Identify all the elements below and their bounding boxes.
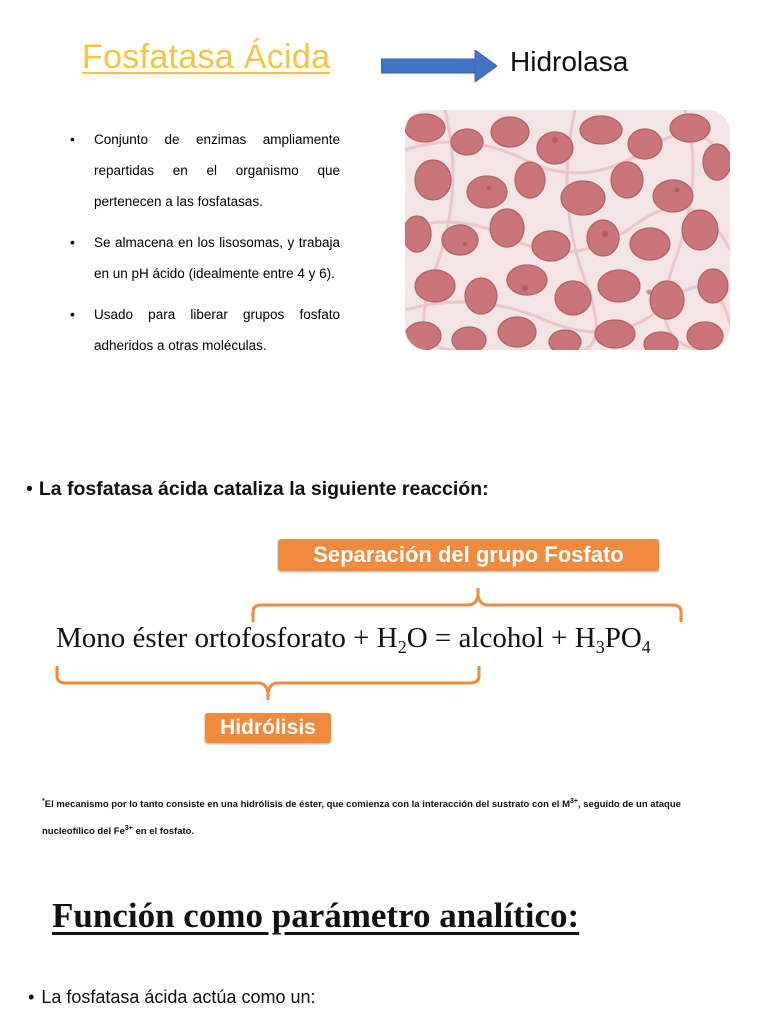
slide-title: Fosfatasa Ácida — [82, 38, 331, 76]
section-heading: Función como parámetro analítico: — [52, 896, 580, 935]
list-item — [70, 299, 340, 361]
phosphate-separation-label: Separación del grupo Fosfato — [278, 539, 659, 571]
reaction-equation: Mono éster ortofosforato + $H_2O$ = alcohol + $H_3PO_4$ — [56, 622, 651, 657]
right-arrow-icon — [381, 50, 497, 82]
tissue-micrograph-image — [405, 110, 730, 350]
mechanism-footnote: *El mecanismo por lo tanto consiste en una hidrólisis de éster, que comienza con la interacción del sustrato con el $M^{3+}$, seguido de un ataque nucleofílico del $Fe^{3+}$ en el fosfato. — [42, 798, 681, 838]
top-brace — [253, 588, 681, 622]
bullet-icon: • — [26, 478, 33, 500]
list-item — [70, 124, 340, 217]
list-item-text: Usado para liberar grupos fosfato adheridos a otras moléculas. — [94, 307, 340, 353]
bottom-brace — [57, 666, 479, 700]
bullet-text: La fosfatasa ácida actúa como un: — [41, 987, 316, 1007]
bullet-icon: • — [70, 234, 75, 250]
hydrolysis-label: Hidrólisis — [205, 713, 331, 743]
list-item-text: Se almacena en los lisosomas, y trabaja en un pH ácido (idealmente entre 4 y 6). — [94, 235, 340, 281]
bullet-icon: • — [70, 306, 75, 322]
enzyme-class-label: Hidrolasa — [510, 46, 629, 77]
reaction-intro — [26, 478, 489, 501]
section-first-bullet — [28, 987, 316, 1008]
description-list — [70, 124, 340, 371]
list-item — [70, 227, 340, 289]
bullet-icon: • — [28, 987, 35, 1007]
bullet-icon: • — [70, 131, 75, 147]
reaction-intro-text: La fosfatasa ácida cataliza la siguiente reacción: — [38, 478, 489, 500]
list-item-text: Conjunto de enzimas ampliamente repartidas en el organismo que pertenecen a las fosfatasas. — [94, 132, 340, 209]
